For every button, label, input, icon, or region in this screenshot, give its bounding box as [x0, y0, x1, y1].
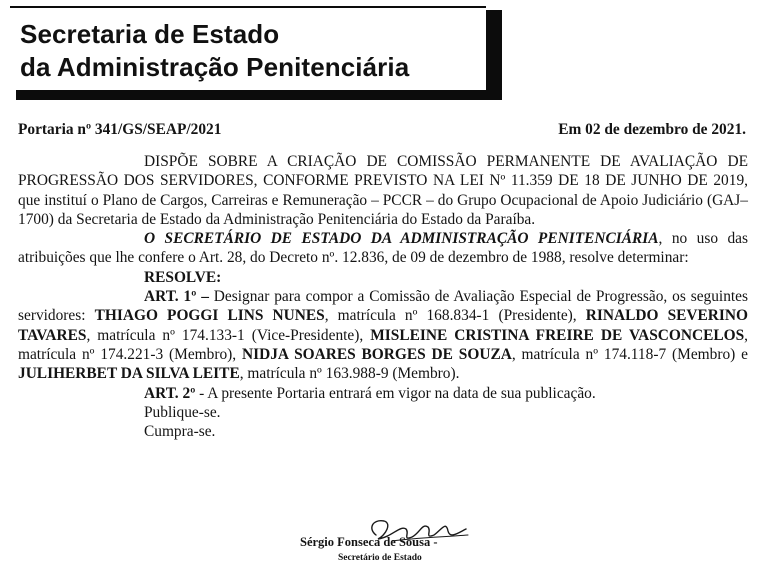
signatory-role: Secretário de Estado [338, 553, 422, 563]
member-1-name: THIAGO POGGI LINS NUNES [94, 307, 325, 325]
signatory-name: Sérgio Fonseca de Sousa - [300, 535, 438, 549]
member-2-details: , matrícula nº 174.133-1 (Vice-Presidente), [86, 326, 371, 344]
ementa-caps: DISPÕE SOBRE A CRIAÇÃO DE COMISSÃO PERMANENTE DE AVALIAÇÃO DE PROGRESSÃO DOS SERVIDORES, CONFORME PREVISTO NA LEI Nº 11.359 DE 18 DE JUNHO DE 2019, [18, 153, 748, 190]
publique-se: Publique-se. [144, 403, 221, 421]
member-1-details: , matrícula nº 168.834-1 (Presidente), [324, 307, 586, 325]
authority-rest: , no uso das atribuições que lhe confere o Art. 28, do Decreto nº. 12.836, de 09 de dezembro de 1988, resolve determinar: [18, 230, 748, 267]
article-2-label: ART. 2º [144, 384, 196, 402]
cumpra-se: Cumpra-se. [144, 423, 216, 441]
signature-block [300, 515, 480, 575]
article-2-text: - A presente Portaria entrará em vigor na data de sua publicação. [195, 384, 596, 402]
article-1-intro: Designar para compor a Comissão de Avaliação Especial de Progressão, os seguintes servidores: [18, 288, 749, 325]
member-5-name: JULIHERBET DA SILVA LEITE [18, 365, 240, 383]
member-2-name: RINALDO SEVERINO TAVARES [18, 307, 748, 344]
member-4-details: , matrícula nº 174.118-7 (Membro) e [511, 345, 748, 363]
page-title-line-2: da Administração Penitenciária [20, 52, 410, 82]
resolve-heading: RESOLVE: [144, 268, 222, 286]
page-title-line-1: Secretaria de Estado [20, 19, 280, 49]
page-title [20, 18, 409, 84]
article-2 [18, 384, 748, 403]
portaria-number: Portaria nº 341/GS/SEAP/2021 [18, 121, 222, 138]
authority-title: O SECRETÁRIO DE ESTADO DA ADMINISTRAÇÃO PENITENCIÁRIA [144, 230, 659, 248]
ementa-paragraph [18, 152, 748, 229]
ementa-rest: que instituí o Plano de Cargos, Carreiras e Remuneração – PCCR – do Grupo Ocupacional de Apoio Judiciário (GAJ–1700) da Secretaria de Estado da Administração Penitenciária do Estado da Paraíba. [18, 191, 748, 228]
member-4-name: NIDJA SOARES BORGES DE SOUZA [242, 345, 512, 363]
header-box [10, 6, 486, 90]
article-1-label: ART. 1º – [144, 288, 209, 306]
member-3-name: MISLEINE CRISTINA FREIRE DE VASCONCELOS [370, 326, 745, 344]
authority-paragraph [18, 229, 748, 268]
member-5-details: , matrícula nº 163.988-9 (Membro). [239, 365, 460, 383]
member-3-details: , matrícula nº 174.221-3 (Membro), [18, 326, 748, 363]
portaria-date: Em 02 de dezembro de 2021. [558, 121, 746, 138]
article-1 [18, 287, 748, 383]
document-meta [18, 120, 746, 139]
document-body [18, 152, 748, 441]
